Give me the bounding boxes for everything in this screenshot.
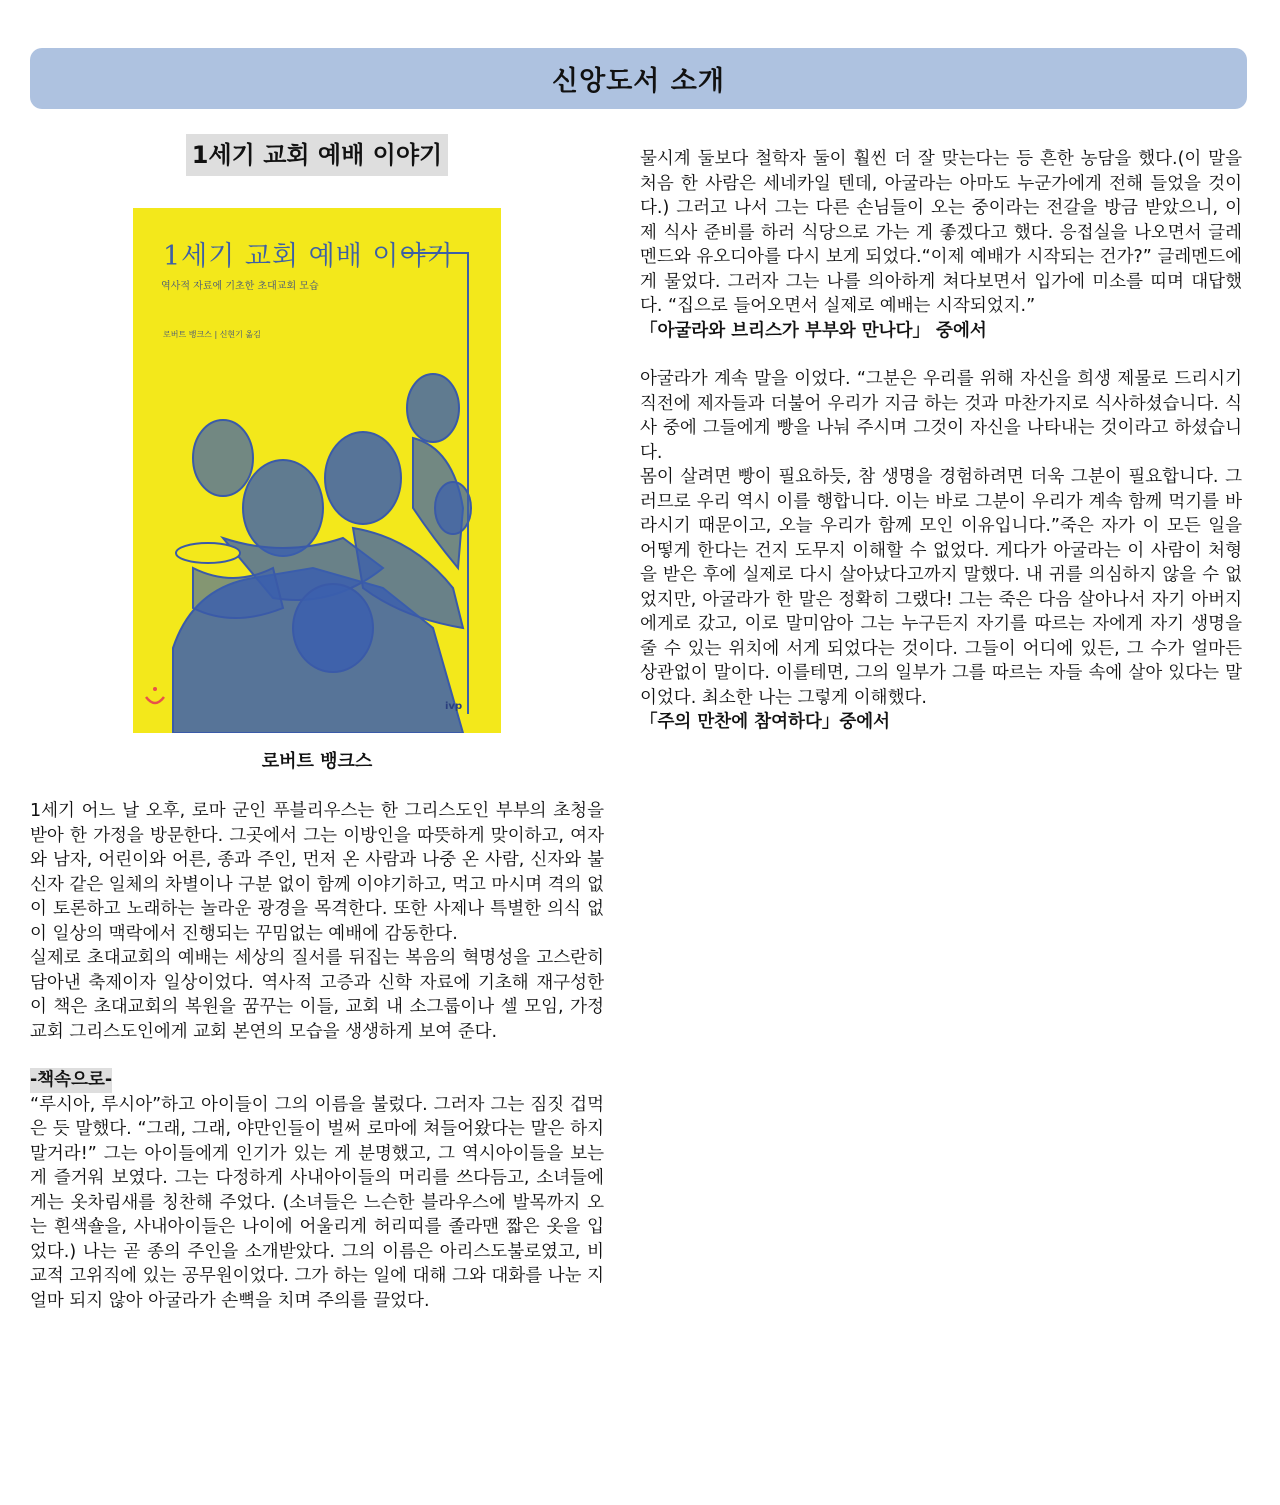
cover-publisher: ivp — [445, 701, 463, 712]
cover-frame — [403, 252, 469, 714]
intro-paragraph-1: 1세기 어느 날 오후, 로마 군인 푸블리우스는 한 그리스도인 부부의 초청을 받아 한 가정을 방문한다. 그곳에서 그는 이방인을 따뜻하게 맞이하고, 여자와 남자, 어린이와 어른, 종과 주인, 먼저 온 사람과 나중 온 사람, 신자와 불신자 같은 일체의 차별이나 구분 없이 함께 이야기하고, 먹고 마시며 격의 없이 토론하고 노래하는 놀라운 광경을 목격한다. 또한 사제나 특별한 의식 없이 일상의 맥락에서 진행되는 꾸밈없는 예배에 감동한다. — [30, 801, 604, 944]
left-column — [30, 134, 604, 1313]
book-title-wrap — [30, 134, 604, 176]
cover-subtitle: 역사적 자료에 기초한 초대교회 모습 — [161, 281, 319, 292]
excerpt-source-1: 「아굴라와 브리스가 부부와 만나다」 중에서 — [640, 320, 987, 341]
cover-authors: 로버트 뱅크스 | 신현기 옮김 — [163, 330, 261, 339]
excerpt-source-2: 「주의 만찬에 참여하다」중에서 — [640, 712, 891, 732]
excerpt-paragraph-3: 아굴라가 계속 말을 이었다. “그분은 우리를 위해 자신을 희생 제물로 드리시기 직전에 제자들과 더불어 우리가 지금 하는 것과 마찬가지로 식사하셨습니다. 식사 중에 그들에게 빵을 나눠 주시며 그것이 자신을 나타내는 것이라고 하셨습니다. — [640, 369, 1242, 463]
excerpt-paragraph-4: 몸이 살려면 빵이 필요하듯, 참 생명을 경험하려면 더욱 그분이 필요합니다. 그러므로 우리 역시 이를 행합니다. 이는 바로 그분이 우리가 계속 함께 먹기를 바라시기 때문이고, 오늘 우리가 함께 모인 이유입니다.”죽은 자가 이 모든 일을 어떻게 한다는 건지 도무지 이해할 수 없었다. 게다가 아굴라는 이 사람이 처형을 받은 후에 실제로 다시 살아났다고까지 말했다. 내 귀를 의심하지 않을 수 없었지만, 아굴라가 한 말은 정확히 그랬다! 그는 죽은 다음 살아나서 자기 아버지에게로 갔고, 이로 말미암아 그는 누구든지 자기를 따르는 자에게 자기 생명을 줄 수 있는 위치에 서게 되었다는 것이다. 그들이 어디에 있든, 그 수가 얼마든 상관없이 말이다. 이를테면, 그의 일부가 그를 따르는 자들 속에 살아 있다는 말이었다. 최소한 나는 그렇게 이해했다. — [640, 467, 1242, 708]
cover-title: 1세기 교회 예배 이야기 — [163, 241, 454, 272]
spacer — [30, 1044, 604, 1068]
right-column — [640, 147, 1242, 735]
book-title: 1세기 교회 예배 이야기 — [186, 134, 448, 176]
excerpt-paragraph-1: “루시아, 루시아”하고 아이들이 그의 이름을 불렀다. 그러자 그는 짐짓 겁먹은 듯 말했다. “그래, 그래, 야만인들이 벌써 로마에 쳐들어왔다는 말은 하지 말거라!” 그는 아이들에게 인기가 있는 게 분명했고, 그 역시아이들을 보는 게 즐거워 보였다. 그는 다정하게 사내아이들의 머리를 쓰다듬고, 소녀들에게는 옷차림새를 칭찬해 주었다. (소녀들은 느슨한 블라우스에 발목까지 오는 흰색숄을, 사내아이들은 나이에 어울리게 허리띠를 졸라맨 짧은 옷을 입었다.) 나는 곧 종의 주인을 소개받았다. 그의 이름은 아리스도불로였고, 비교적 고위직에 있는 공무원이었다. 그가 하는 일에 대해 그와 대화를 나눈 지 얼마 되지 않아 아굴라가 손뼉을 치며 주의를 끌었다. — [30, 1094, 604, 1311]
publisher-logo-icon — [143, 683, 167, 713]
excerpt-paragraph-2: 물시계 둘보다 철학자 둘이 훨씬 더 잘 맞는다는 등 흔한 농담을 했다.(이 말을 처음 한 사람은 세네카일 텐데, 아굴라는 아마도 누군가에게 전해 들었을 것이다.) 그러고 나서 그는 다른 손님들이 오는 중이라는 전갈을 방금 받았으니, 이제 식사 준비를 하러 식당으로 가는 게 좋겠다고 했다. 응접실을 나오면서 글레멘드와 유오디아를 다시 보게 되었다.“이제 예배가 시작되는 건가?” 글레멘드에게 물었다. 그러자 그는 나를 의아하게 쳐다보면서 입가에 미소를 띠며 대답했다. “집으로 들어오면서 실제로 예배는 시작되었지.” — [640, 149, 1242, 316]
book-author: 로버트 뱅크스 — [261, 751, 373, 772]
page-header: 신앙도서 소개 — [30, 48, 1247, 109]
spacer — [640, 343, 1242, 367]
intro-paragraph-2: 실제로 초대교회의 예배는 세상의 질서를 뒤집는 복음의 혁명성을 고스란히 담아낸 축제이자 일상이었다. 역사적 고증과 신학 자료에 기초해 재구성한 이 책은 초대교회의 복원을 꿈꾸는 이들, 교회 내 소그룹이나 셀 모임, 가정교회 그리스도인에게 교회 본연의 모습을 생생하게 보여 준다. — [30, 948, 604, 1042]
cover-wrap — [30, 208, 604, 733]
excerpt-label: -책속으로- — [30, 1068, 112, 1093]
book-cover — [133, 208, 501, 733]
